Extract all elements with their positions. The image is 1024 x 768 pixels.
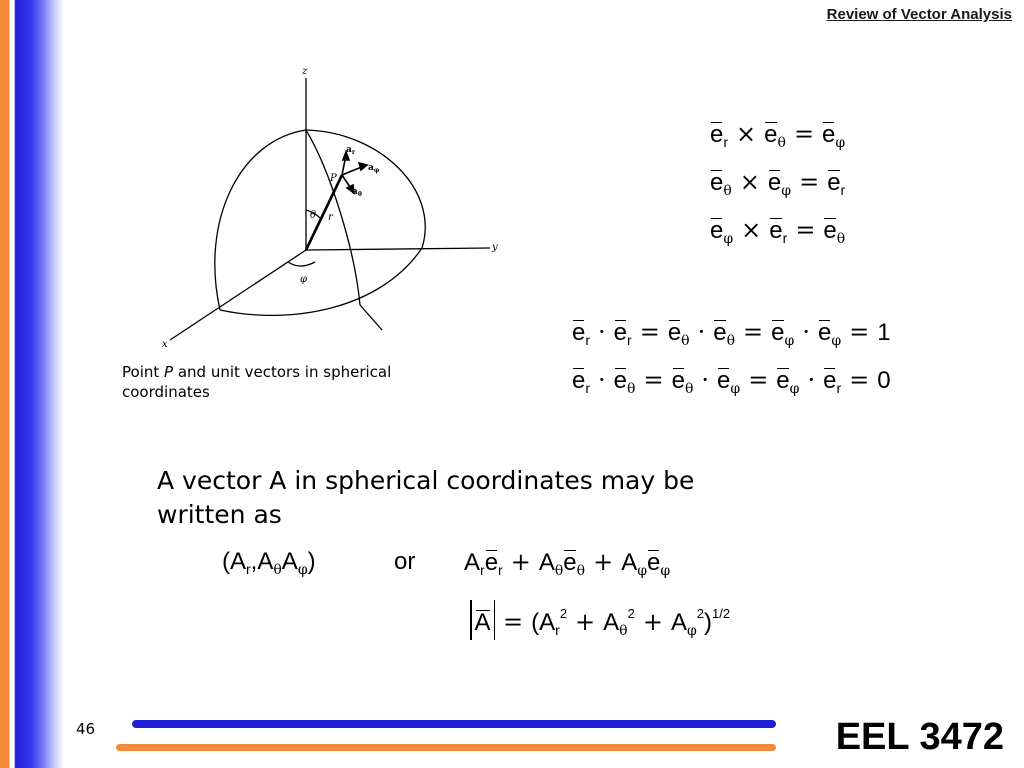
footer-blue-line [132,720,776,728]
spherical-coordinates-figure [150,60,510,360]
a-phi-label: $a_\varphi$ [368,163,380,174]
body-line-2: written as [157,500,282,529]
sidebar-stripe-decoration [0,0,64,768]
slide-header-title: Review of Vector Analysis [826,6,1012,23]
radius-label: r [328,212,333,223]
figure-caption: Point P and unit vectors in spherical coordinates [122,363,392,401]
cross-product-equation-1: $e_r \times e_\theta = e_\varphi$ [710,120,846,151]
cross-product-equation-2: $e_\theta \times e_\varphi = e_r$ [710,168,846,199]
phi-angle-label: φ [300,274,308,285]
or-text: or [394,548,416,575]
a-theta-label: $a_\theta$ [352,187,362,198]
dot-product-equation-unit: $e_r \cdot e_r = e_\theta \cdot e_\theta = e_\varphi \cdot e_\varphi = 1$ [572,318,891,349]
sphere-base-arc [220,248,422,315]
sphere-front-arc [215,130,306,310]
phi-arc [288,262,315,266]
point-p-label: P [330,173,337,184]
sphere-right-arc [306,130,425,248]
y-axis-label: y [492,242,498,253]
slide-number: 46 [76,720,96,738]
course-code: EEL 3472 [835,716,1004,758]
dot-product-equation-zero: $e_r \cdot e_\theta = e_\theta \cdot e_\varphi = e_\varphi \cdot e_r = 0$ [572,366,891,397]
a-r-label: $a_r$ [346,145,356,156]
cross-product-equation-3: $e_\varphi \times e_r = e_\theta$ [710,216,846,247]
z-axis-label: z [302,66,308,77]
theta-angle-label: θ [310,210,317,221]
projection-line [360,305,382,330]
body-line-1: A vector A in spherical coordinates may be [157,466,695,495]
x-axis [170,250,306,340]
y-axis [306,248,490,250]
magnitude-equation: $A = (A_r^2 + A_\theta^2 + A_\varphi^2)^{1/2}$ [470,600,730,640]
x-axis-label: x [162,339,168,350]
vector-components-notation: $(A_r,A_\theta A_\varphi)$ [222,548,316,578]
vector-sum-expression: $A_re_r + A_\theta e_\theta + A_\varphi e_\varphi$ [464,548,671,579]
footer-orange-line [116,744,776,751]
body-text [157,464,797,532]
